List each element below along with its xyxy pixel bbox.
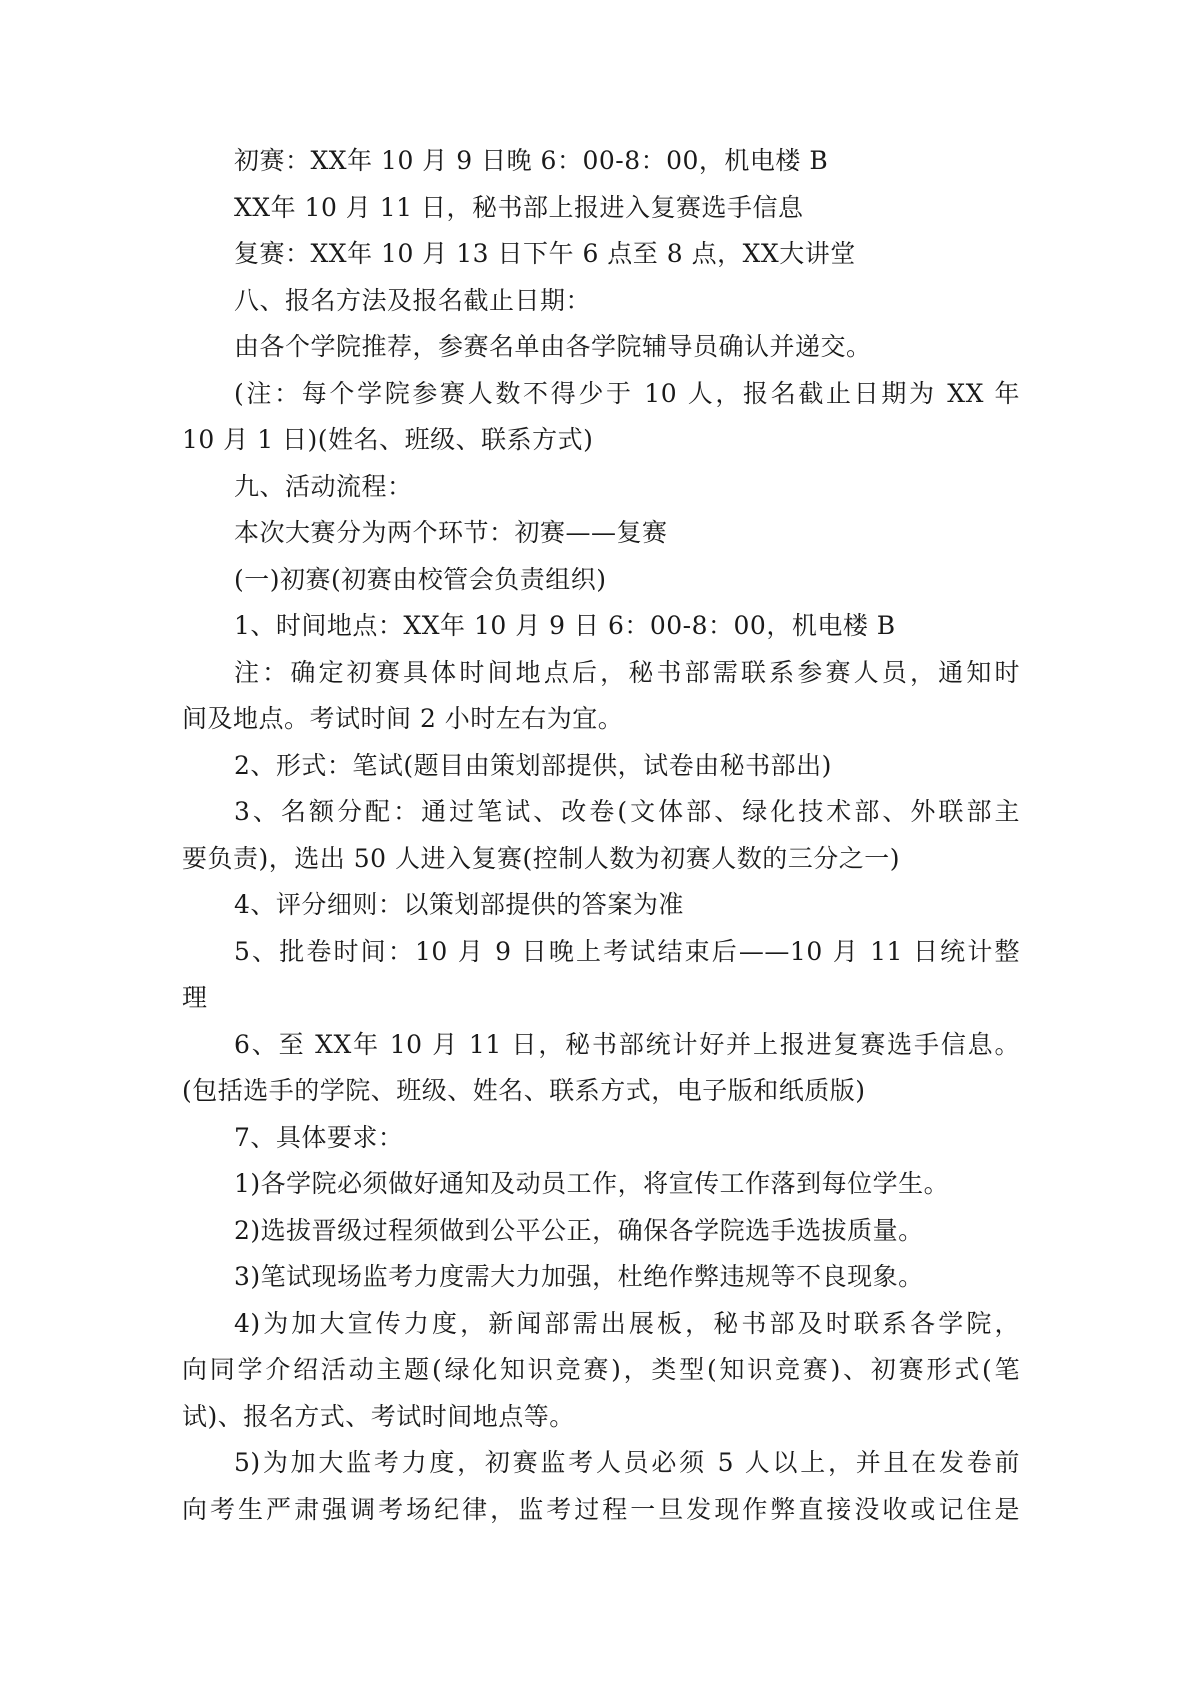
text-line: (包括选手的学院、班级、姓名、联系方式，电子版和纸质版): [182, 1076, 866, 1105]
text-line: 2、形式：笔试(题目由策划部提供，试卷由秘书部出): [234, 750, 832, 780]
text-line: 1、时间地点：XX年 10 月 9 日 6：00-8：00，机电楼 B: [234, 611, 896, 640]
text-line: 复赛：XX年 10 月 13 日下午 6 点至 8 点，XX大讲堂: [234, 239, 856, 268]
text-line: 1)各学院必须做好通知及动员工作，将宣传工作落到每位学生。: [234, 1169, 950, 1198]
text-line: 5、批卷时间：10 月 9 日晚上考试结束后——10 月 11 日统计整: [234, 936, 1020, 966]
text-line: 注：确定初赛具体时间地点后，秘书部需联系参赛人员，通知时: [234, 657, 1020, 687]
section-heading: 九、活动流程：: [234, 471, 413, 501]
text-line: 向同学介绍活动主题(绿化知识竞赛)，类型(知识竞赛)、初赛形式(笔: [182, 1355, 1020, 1384]
text-line: 5)为加大监考力度，初赛监考人员必须 5 人以上，并且在发卷前: [234, 1448, 1020, 1477]
text-line: 3、名额分配：通过笔试、改卷(文体部、绿化技术部、外联部主: [234, 797, 1020, 826]
text-line: 试)、报名方式、考试时间地点等。: [182, 1401, 575, 1431]
text-line: 初赛：XX年 10 月 9 日晚 6：00-8：00，机电楼 B: [234, 146, 829, 175]
text-line: 要负责)，选出 50 人进入复赛(控制人数为初赛人数的三分之一): [182, 843, 900, 873]
text-line: 理: [182, 983, 208, 1012]
text-line: 本次大赛分为两个环节：初赛——复赛: [234, 518, 668, 547]
text-line: 3)笔试现场监考力度需大力加强，杜绝作弊违规等不良现象。: [234, 1262, 924, 1291]
text-line: 由各个学院推荐，参赛名单由各学院辅导员确认并递交。: [234, 332, 872, 361]
text-line: 10 月 1 日)(姓名、班级、联系方式): [182, 425, 594, 454]
text-line: 向考生严肃强调考场纪律，监考过程一旦发现作弊直接没收或记住是: [182, 1494, 1020, 1524]
text-line: 7、具体要求：: [234, 1122, 404, 1152]
section-heading: 八、报名方法及报名截止日期：: [234, 285, 592, 315]
text-line: 4)为加大宣传力度，新闻部需出展板，秘书部及时联系各学院，: [234, 1308, 1020, 1338]
text-line: 间及地点。考试时间 2 小时左右为宜。: [182, 704, 624, 733]
text-line: (注：每个学院参赛人数不得少于 10 人，报名截止日期为 XX 年: [234, 378, 1020, 408]
text-line: XX年 10 月 11 日，秘书部上报进入复赛选手信息: [234, 192, 804, 222]
text-line: 2)选拔晋级过程须做到公平公正，确保各学院选手选拔质量。: [234, 1215, 924, 1245]
document-page: [182, 138, 1020, 1533]
text-line: 4、评分细则：以策划部提供的答案为准: [234, 890, 684, 919]
text-line: 6、至 XX年 10 月 11 日，秘书部统计好并上报进复赛选手信息。: [234, 1029, 1020, 1059]
subsection-heading: (一)初赛(初赛由校管会负责组织): [234, 564, 607, 594]
